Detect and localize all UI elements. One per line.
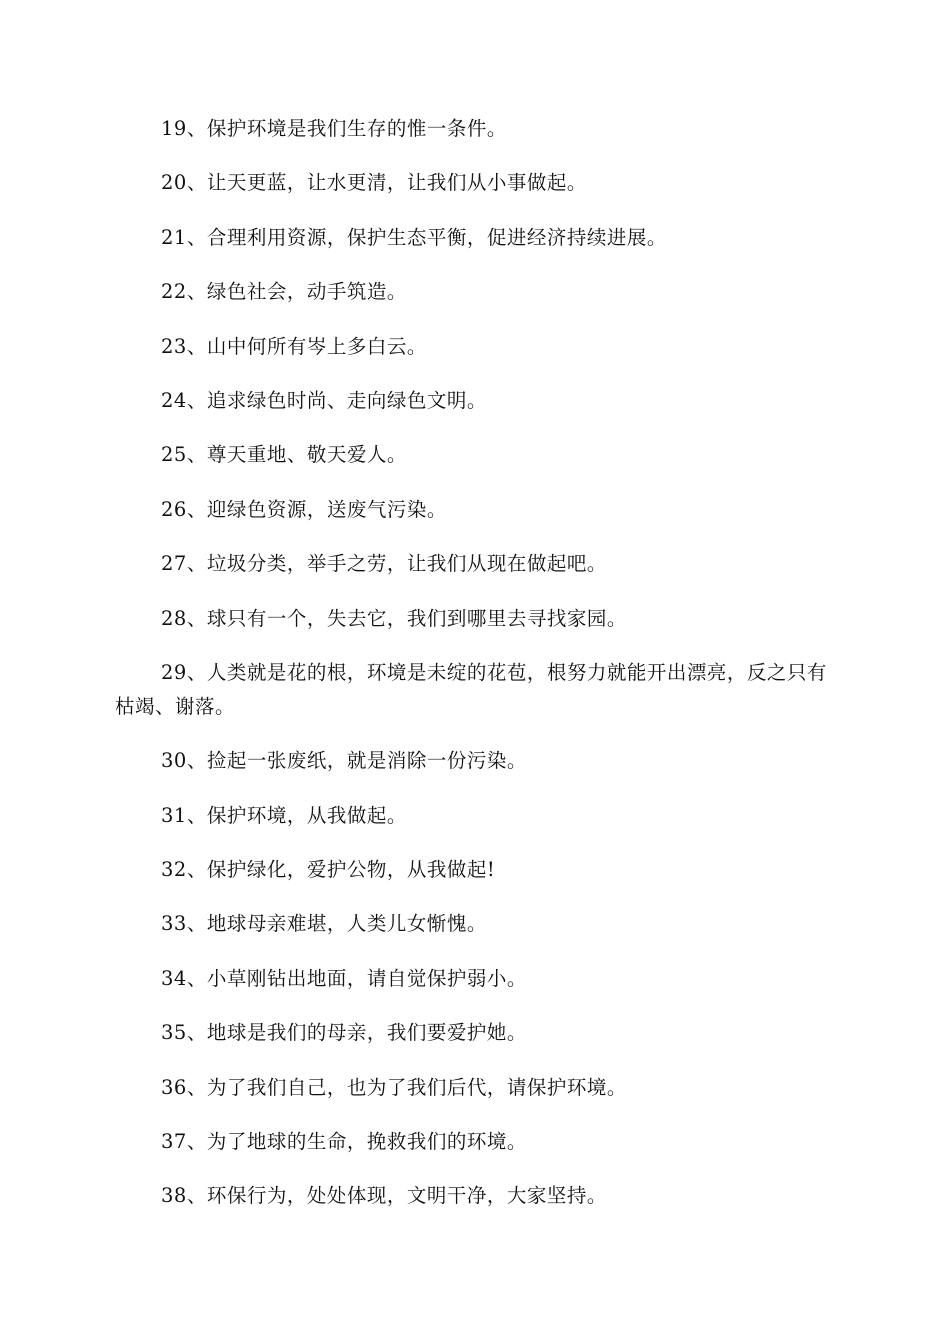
- paragraph-30: 30、捡起一张废纸，就是消除一份污染。: [161, 749, 527, 773]
- document-body: [115, 112, 835, 1234]
- paragraph-29: 29、人类就是花的根，环境是未绽的花苞，根努力就能开出漂亮，反之只有枯竭、谢落。: [115, 660, 827, 718]
- paragraph-23: 23、山中何所有岑上多白云。: [161, 334, 427, 358]
- paragraph-36: 36、为了我们自己，也为了我们后代，请保护环境。: [161, 1075, 627, 1099]
- paragraph-32: 32、保护绿化，爱护公物，从我做起!: [161, 858, 496, 882]
- paragraph-27: 27、垃圾分类，举手之劳，让我们从现在做起吧。: [161, 552, 607, 576]
- paragraph-28: 28、球只有一个，失去它，我们到哪里去寻找家园。: [161, 606, 627, 630]
- paragraph-24: 24、追求绿色时尚、走向绿色文明。: [161, 388, 487, 412]
- paragraph-21: 21、合理利用资源，保护生态平衡，促进经济持续进展。: [161, 225, 667, 249]
- paragraph-34: 34、小草刚钻出地面，请自觉保护弱小。: [161, 966, 527, 990]
- paragraph-26: 26、迎绿色资源，送废气污染。: [161, 497, 447, 521]
- paragraph-20: 20、让天更蓝，让水更清，让我们从小事做起。: [161, 171, 587, 195]
- paragraph-35: 35、地球是我们的母亲，我们要爱护她。: [161, 1021, 527, 1045]
- paragraph-25: 25、尊天重地、敬天爱人。: [161, 443, 407, 467]
- paragraph-22: 22、绿色社会，动手筑造。: [161, 280, 407, 304]
- paragraph-38: 38、环保行为，处处体现，文明干净，大家坚持。: [161, 1184, 607, 1208]
- paragraph-37: 37、为了地球的生命，挽救我们的环境。: [161, 1130, 527, 1154]
- paragraph-19: 19、保护环境是我们生存的惟一条件。: [161, 117, 507, 140]
- paragraph-31: 31、保护环境，从我做起。: [161, 803, 407, 827]
- paragraph-33: 33、地球母亲难堪，人类儿女惭愧。: [161, 912, 487, 936]
